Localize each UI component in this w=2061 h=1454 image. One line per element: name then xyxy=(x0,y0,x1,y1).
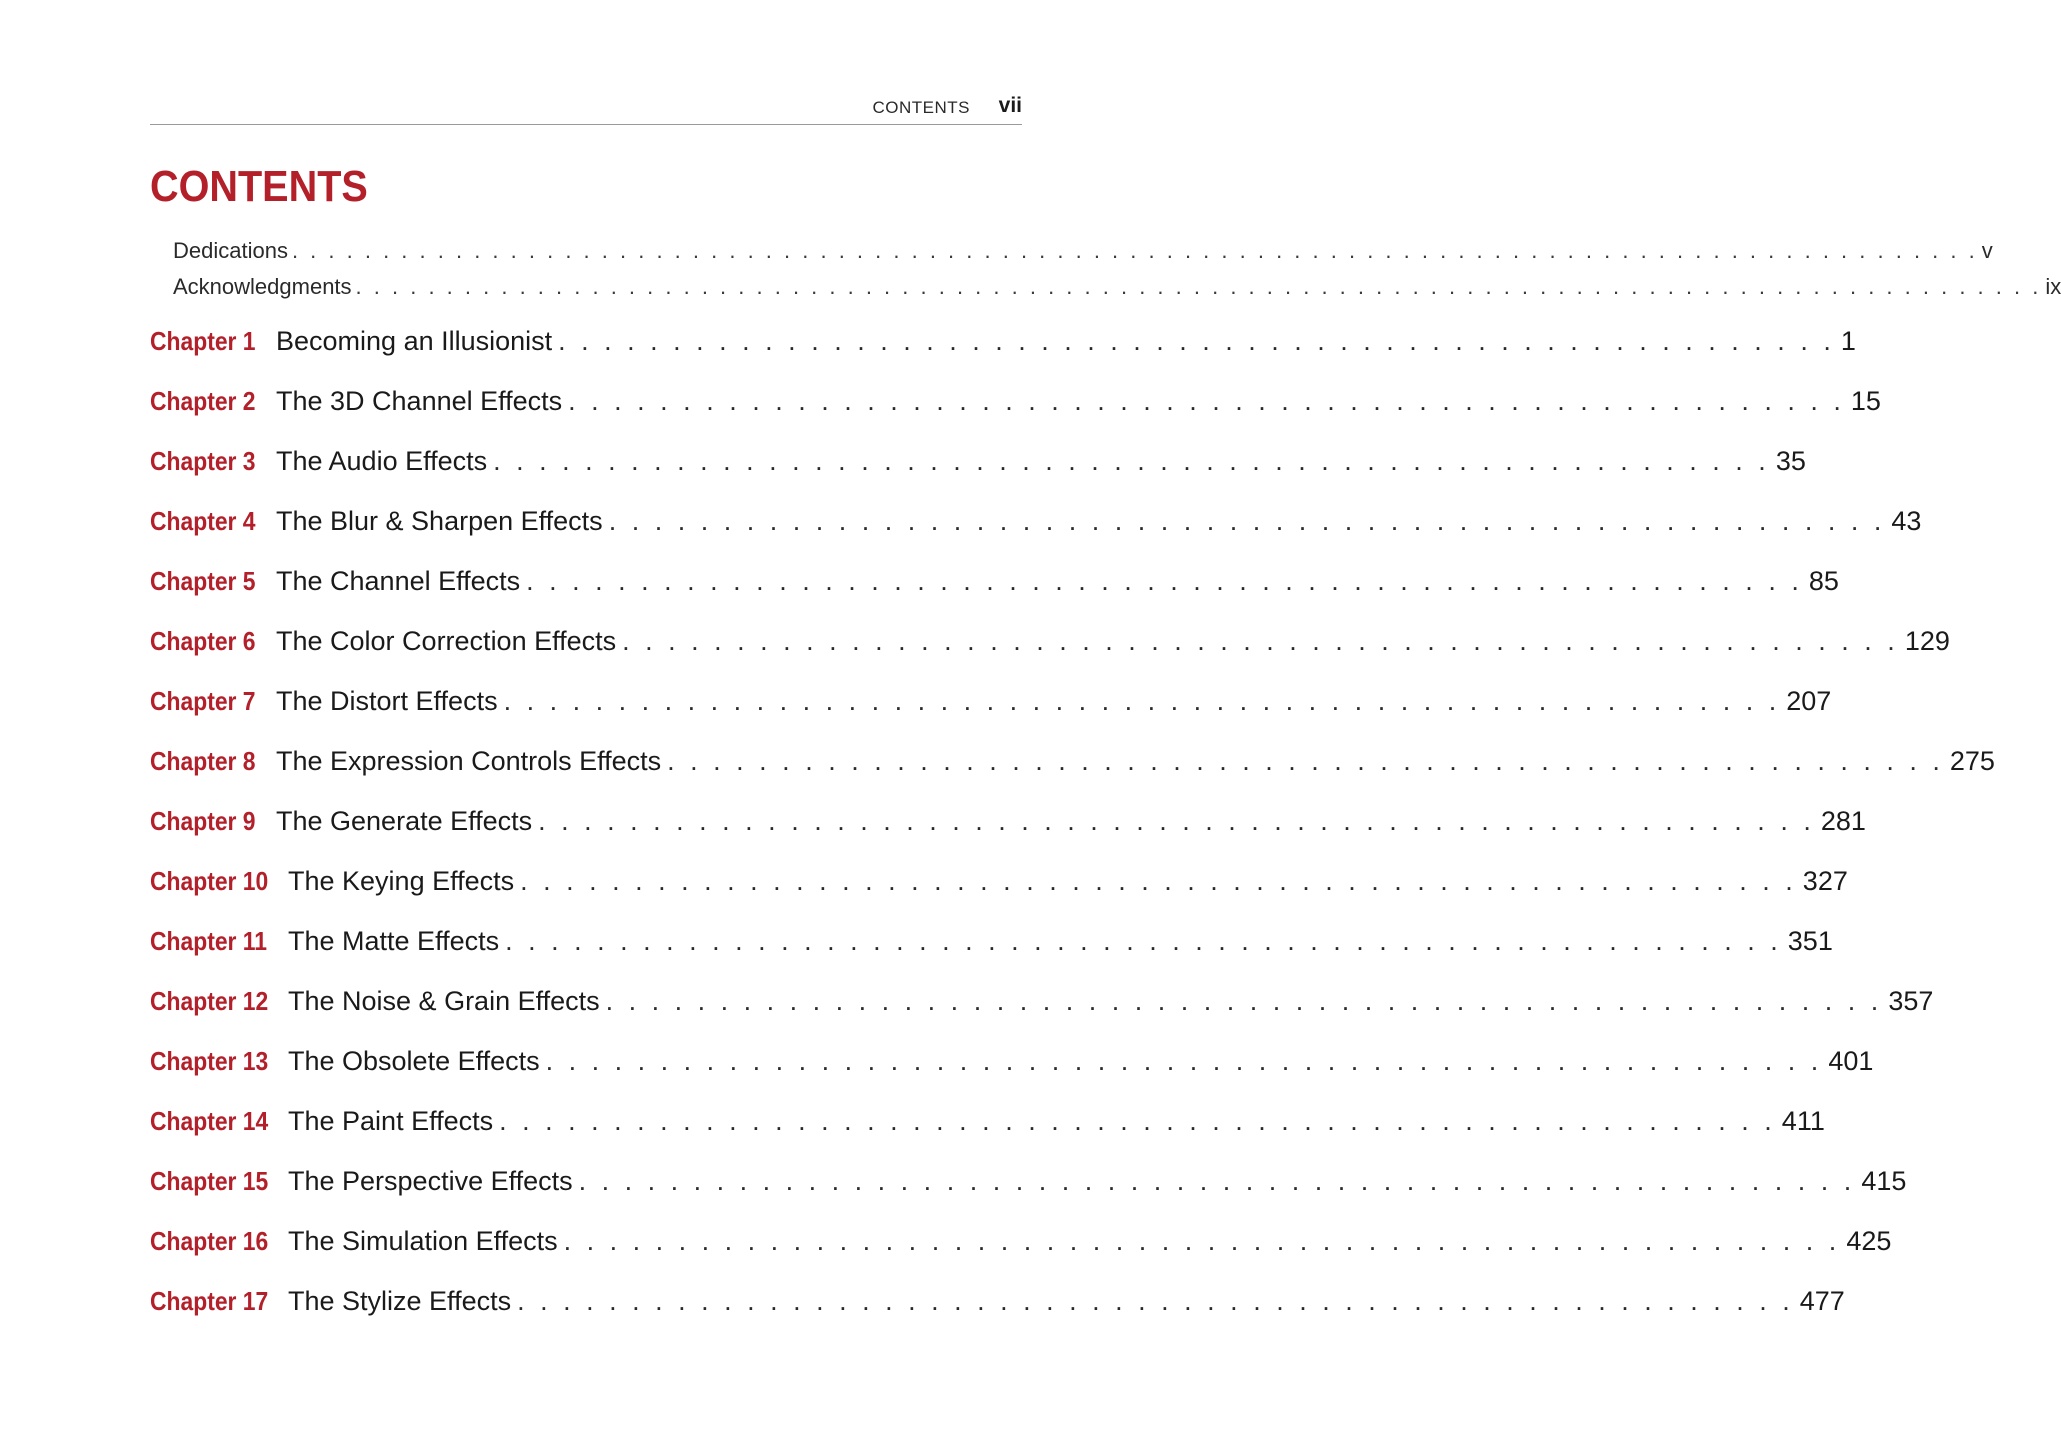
chapter-title: Becoming an Illusionist xyxy=(276,326,553,356)
dot-leader: . . . . . . . . . . . . . . . . . . . . . . . . . . . . . . . . . . . . . . . . . . . . . . . . . . . . . . . . xyxy=(563,1226,1841,1256)
chapter-title: The Expression Controls Effects xyxy=(276,746,662,776)
dot-leader: . . . . . . . . . . . . . . . . . . . . . . . . . . . . . . . . . . . . . . . . . . . . . . . . . . . . . . . . xyxy=(608,506,1886,536)
running-head xyxy=(150,92,1022,125)
chapter-title: The Audio Effects xyxy=(276,446,488,476)
dot-leader: . . . . . . . . . . . . . . . . . . . . . . . . . . . . . . . . . . . . . . . . . . . . . . . . . . . . . . . . xyxy=(578,1166,1856,1196)
dot-leader: . . . . . . . . . . . . . . . . . . . . . . . . . . . . . . . . . . . . . . . . . . . . . . . . . . . . . . . . xyxy=(503,686,1781,716)
chapter-title: The 3D Channel Effects xyxy=(276,386,563,416)
chapter-page: 275 xyxy=(1949,746,1995,776)
chapter-page: 327 xyxy=(1802,866,1848,896)
chapter-title: The Keying Effects xyxy=(288,866,515,896)
chapter-label: Chapter 8 xyxy=(150,746,256,776)
chapter-title: The Stylize Effects xyxy=(288,1286,512,1316)
chapter-page: 15 xyxy=(1850,386,1881,416)
chapter-row[interactable] xyxy=(150,566,1839,626)
chapter-page: 43 xyxy=(1891,506,1922,536)
front-matter-page: v xyxy=(1981,238,1993,263)
chapter-label: Chapter 6 xyxy=(150,626,256,656)
chapter-row[interactable] xyxy=(150,326,1856,386)
dot-leader: . . . . . . . . . . . . . . . . . . . . . . . . . . . . . . . . . . . . . . . . . . . . . . . . . . . . . . . . xyxy=(499,1106,1776,1136)
chapter-page: 357 xyxy=(1888,986,1934,1016)
chapter-label: Chapter 15 xyxy=(150,1166,269,1196)
chapter-label: Chapter 13 xyxy=(150,1046,269,1076)
front-matter-item[interactable] xyxy=(173,238,1993,274)
chapter-row[interactable] xyxy=(150,446,1806,506)
chapter-label: Chapter 7 xyxy=(150,686,256,716)
dot-leader: . . . . . . . . . . . . . . . . . . . . . . . . . . . . . . . . . . . . . . . . . . . . . . . . . . . . . . . . . . . . . . . . . . . . . . . . . . . . . . . . . . . . . . . . . . . . . xyxy=(355,274,2042,299)
chapter-row[interactable] xyxy=(150,806,1866,866)
chapter-page: 401 xyxy=(1828,1046,1874,1076)
chapter-row[interactable] xyxy=(150,386,1881,446)
chapter-label: Chapter 1 xyxy=(150,326,256,356)
dot-leader: . . . . . . . . . . . . . . . . . . . . . . . . . . . . . . . . . . . . . . . . . . . . . . . . . . . . . . . . xyxy=(622,626,1899,656)
chapter-label: Chapter 9 xyxy=(150,806,256,836)
chapter-page: 415 xyxy=(1861,1166,1907,1196)
chapter-row[interactable] xyxy=(150,1106,1825,1166)
chapter-title: The Distort Effects xyxy=(276,686,498,716)
chapter-label: Chapter 17 xyxy=(150,1286,269,1316)
dot-leader: . . . . . . . . . . . . . . . . . . . . . . . . . . . . . . . . . . . . . . . . . . . . . . . . . . . . . . . . xyxy=(520,866,1797,896)
chapter-label: Chapter 14 xyxy=(150,1106,269,1136)
chapter-row[interactable] xyxy=(150,986,1934,1046)
chapter-row[interactable] xyxy=(150,506,1922,566)
chapter-row[interactable] xyxy=(150,1226,1892,1286)
chapter-list xyxy=(150,326,1995,1346)
dot-leader: . . . . . . . . . . . . . . . . . . . . . . . . . . . . . . . . . . . . . . . . . . . . . . . . . . . . . . . . xyxy=(605,986,1883,1016)
dot-leader: . . . . . . . . . . . . . . . . . . . . . . . . . . . . . . . . . . . . . . . . . . . . . . . . . . . . . . . . xyxy=(505,926,1782,956)
chapter-row[interactable] xyxy=(150,1166,1907,1226)
chapter-title: The Color Correction Effects xyxy=(276,626,617,656)
chapter-row[interactable] xyxy=(150,926,1833,986)
front-matter-label: Acknowledgments xyxy=(173,274,352,299)
front-matter-page: ix xyxy=(2045,274,2061,299)
front-matter-item[interactable] xyxy=(173,274,2061,310)
chapter-label: Chapter 11 xyxy=(150,926,267,956)
chapter-row[interactable] xyxy=(150,1046,1874,1106)
chapter-page: 129 xyxy=(1904,626,1950,656)
chapter-page: 351 xyxy=(1787,926,1833,956)
dot-leader: . . . . . . . . . . . . . . . . . . . . . . . . . . . . . . . . . . . . . . . . . . . . . . . . . . . . . . . . . . . . . . . . . . . . . . . . . . . . . . . . . . . . . . . . . . . . . xyxy=(291,238,1978,263)
chapter-row[interactable] xyxy=(150,626,1950,686)
dot-leader: . . . . . . . . . . . . . . . . . . . . . . . . . . . . . . . . . . . . . . . . . . . . . . . . . . . . . . . . xyxy=(493,446,1770,476)
chapter-title: The Perspective Effects xyxy=(288,1166,573,1196)
dot-leader: . . . . . . . . . . . . . . . . . . . . . . . . . . . . . . . . . . . . . . . . . . . . . . . . . . . . . . . . xyxy=(558,326,1835,356)
chapter-label: Chapter 12 xyxy=(150,986,269,1016)
chapter-title: The Generate Effects xyxy=(276,806,533,836)
dot-leader: . . . . . . . . . . . . . . . . . . . . . . . . . . . . . . . . . . . . . . . . . . . . . . . . . . . . . . . . xyxy=(517,1286,1794,1316)
chapter-page: 425 xyxy=(1846,1226,1892,1256)
chapter-page: 281 xyxy=(1820,806,1866,836)
dot-leader: . . . . . . . . . . . . . . . . . . . . . . . . . . . . . . . . . . . . . . . . . . . . . . . . . . . . . . . . xyxy=(667,746,1944,776)
page-title: CONTENTS xyxy=(150,162,368,211)
front-matter-list xyxy=(173,238,2061,310)
chapter-title: The Paint Effects xyxy=(288,1106,494,1136)
chapter-title: The Simulation Effects xyxy=(288,1226,558,1256)
running-head-label: CONTENTS xyxy=(872,98,970,117)
chapter-row[interactable] xyxy=(150,1286,1845,1346)
chapter-page: 477 xyxy=(1799,1286,1845,1316)
dot-leader: . . . . . . . . . . . . . . . . . . . . . . . . . . . . . . . . . . . . . . . . . . . . . . . . . . . . . . . . xyxy=(545,1046,1823,1076)
chapter-label: Chapter 10 xyxy=(150,866,269,896)
chapter-page: 1 xyxy=(1840,326,1856,356)
chapter-row[interactable] xyxy=(150,686,1832,746)
chapter-label: Chapter 2 xyxy=(150,386,256,416)
chapter-label: Chapter 16 xyxy=(150,1226,269,1256)
chapter-page: 207 xyxy=(1786,686,1832,716)
chapter-row[interactable] xyxy=(150,866,1848,926)
chapter-title: The Noise & Grain Effects xyxy=(288,986,600,1016)
dot-leader: . . . . . . . . . . . . . . . . . . . . . . . . . . . . . . . . . . . . . . . . . . . . . . . . . . . . . . . . xyxy=(538,806,1815,836)
running-head-page-number: vii xyxy=(998,94,1022,117)
chapter-label: Chapter 5 xyxy=(150,566,256,596)
front-matter-label: Dedications xyxy=(173,238,288,263)
dot-leader: . . . . . . . . . . . . . . . . . . . . . . . . . . . . . . . . . . . . . . . . . . . . . . . . . . . . . . . . xyxy=(526,566,1803,596)
chapter-title: The Matte Effects xyxy=(288,926,500,956)
dot-leader: . . . . . . . . . . . . . . . . . . . . . . . . . . . . . . . . . . . . . . . . . . . . . . . . . . . . . . . . xyxy=(568,386,1845,416)
chapter-page: 35 xyxy=(1775,446,1806,476)
chapter-page: 85 xyxy=(1808,566,1839,596)
chapter-page: 411 xyxy=(1781,1106,1825,1136)
chapter-title: The Channel Effects xyxy=(276,566,521,596)
chapter-label: Chapter 3 xyxy=(150,446,256,476)
chapter-row[interactable] xyxy=(150,746,1995,806)
chapter-title: The Obsolete Effects xyxy=(288,1046,540,1076)
chapter-label: Chapter 4 xyxy=(150,506,256,536)
chapter-title: The Blur & Sharpen Effects xyxy=(276,506,603,536)
